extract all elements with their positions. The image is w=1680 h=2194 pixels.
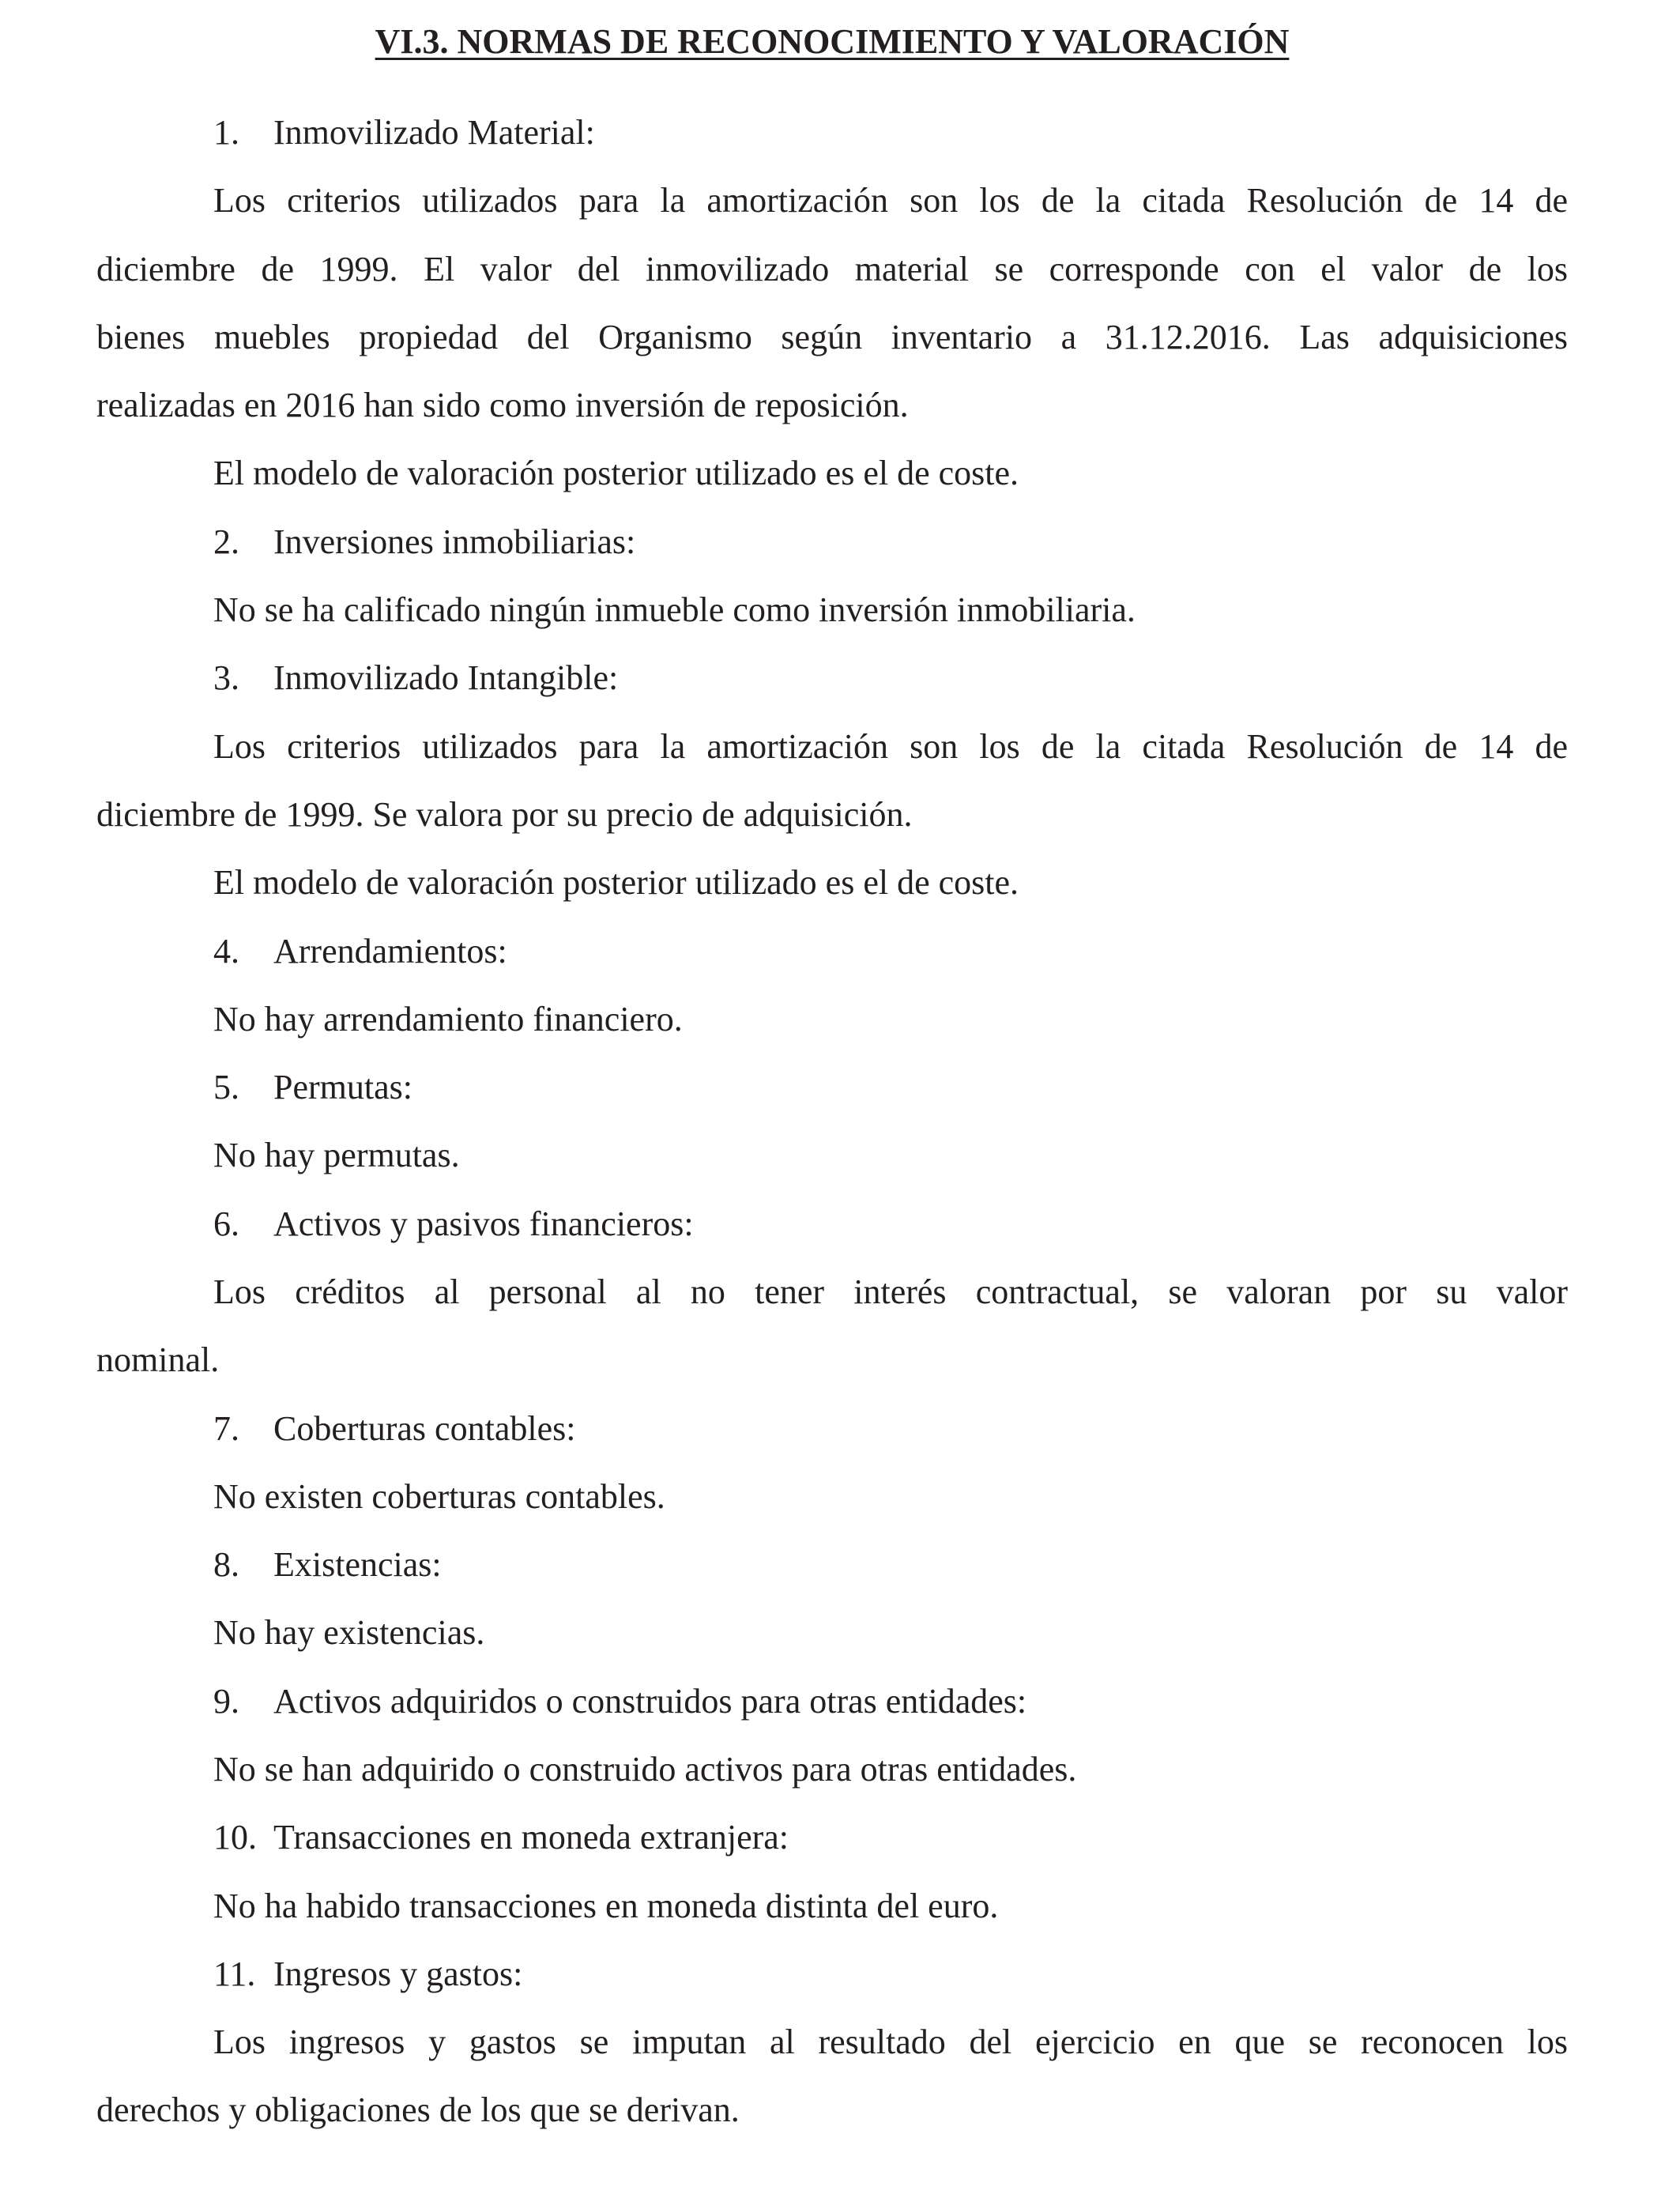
paragraph-line: Los ingresos y gastos se imputan al resultado del ejercicio en que se reconocen los: [213, 2022, 1568, 2061]
paragraph-line: derechos y obligaciones de los que se derivan.: [96, 2090, 740, 2129]
section-number: 7.: [213, 1409, 239, 1448]
section-number: 2.: [213, 522, 239, 561]
section-heading-4: [213, 927, 1568, 976]
section-title: Arrendamientos:: [273, 932, 507, 971]
paragraph-line: No hay existencias.: [213, 1613, 485, 1652]
section-heading-5: [213, 1063, 1568, 1112]
paragraph-line: No ha habido transacciones en moneda distinta del euro.: [213, 1887, 999, 1925]
section-heading-9: [213, 1677, 1568, 1726]
section-number: 9.: [213, 1682, 239, 1721]
section-title: Inmovilizado Material:: [273, 113, 595, 152]
section-number: 10.: [213, 1818, 257, 1857]
section-title: Activos y pasivos financieros:: [273, 1204, 694, 1243]
section-title: Activos adquiridos o construidos para otras entidades:: [273, 1682, 1027, 1721]
section-title: Coberturas contables:: [273, 1409, 576, 1448]
paragraph-line: Los criterios utilizados para la amortización son los de la citada Resolución de 14 de: [213, 727, 1568, 766]
paragraph-line: No existen coberturas contables.: [213, 1477, 665, 1516]
paragraph-line: No hay permutas.: [213, 1136, 460, 1174]
section-title: Ingresos y gastos:: [273, 1955, 523, 1993]
paragraph-line: No se ha calificado ningún inmueble como inversión inmobiliaria.: [213, 590, 1136, 629]
section-title: Inmovilizado Intangible:: [273, 658, 619, 697]
section-title: Inversiones inmobiliarias:: [273, 522, 636, 561]
section-heading-7: [213, 1404, 1568, 1453]
section-heading-1: [213, 108, 1568, 157]
section-title: Permutas:: [273, 1068, 412, 1106]
paragraph-line: No hay arrendamiento financiero.: [213, 1000, 683, 1039]
paragraph-line: Los criterios utilizados para la amortización son los de la citada Resolución de 14 de: [213, 181, 1568, 220]
section-heading-11: [213, 1950, 1568, 1999]
page-title: VI.3. NORMAS DE RECONOCIMIENTO Y VALORACIÓN: [375, 22, 1290, 61]
section-number: 1.: [213, 113, 239, 152]
section-number: 5.: [213, 1068, 239, 1106]
section-heading-2: [213, 518, 1568, 567]
section-number: 11.: [213, 1955, 256, 1993]
paragraph-line: nominal.: [96, 1340, 220, 1379]
section-number: 8.: [213, 1545, 239, 1584]
paragraph-line: Los créditos al personal al no tener interés contractual, se valoran por su valor: [213, 1272, 1568, 1311]
section-number: 3.: [213, 658, 239, 697]
section-heading-6: [213, 1200, 1568, 1249]
paragraph-line: bienes muebles propiedad del Organismo según inventario a 31.12.2016. Las adquisiciones: [96, 318, 1568, 356]
paragraph-line: No se han adquirido o construido activos para otras entidades.: [213, 1750, 1077, 1789]
section-title: Existencias:: [273, 1545, 442, 1584]
paragraph-line: El modelo de valoración posterior utilizado es el de coste.: [213, 454, 1019, 492]
section-number: 6.: [213, 1204, 239, 1243]
section-heading-10: [213, 1813, 1568, 1862]
section-number: 4.: [213, 932, 239, 971]
paragraph-line: El modelo de valoración posterior utilizado es el de coste.: [213, 863, 1019, 902]
paragraph-line: diciembre de 1999. El valor del inmovilizado material se corresponde con el valor de los: [96, 250, 1568, 288]
paragraph-line: realizadas en 2016 han sido como inversión de reposición.: [96, 386, 909, 424]
section-title: Transacciones en moneda extranjera:: [273, 1818, 789, 1857]
section-heading-8: [213, 1540, 1568, 1589]
paragraph-line: diciembre de 1999. Se valora por su precio de adquisición.: [96, 795, 913, 834]
section-heading-3: [213, 654, 1568, 703]
